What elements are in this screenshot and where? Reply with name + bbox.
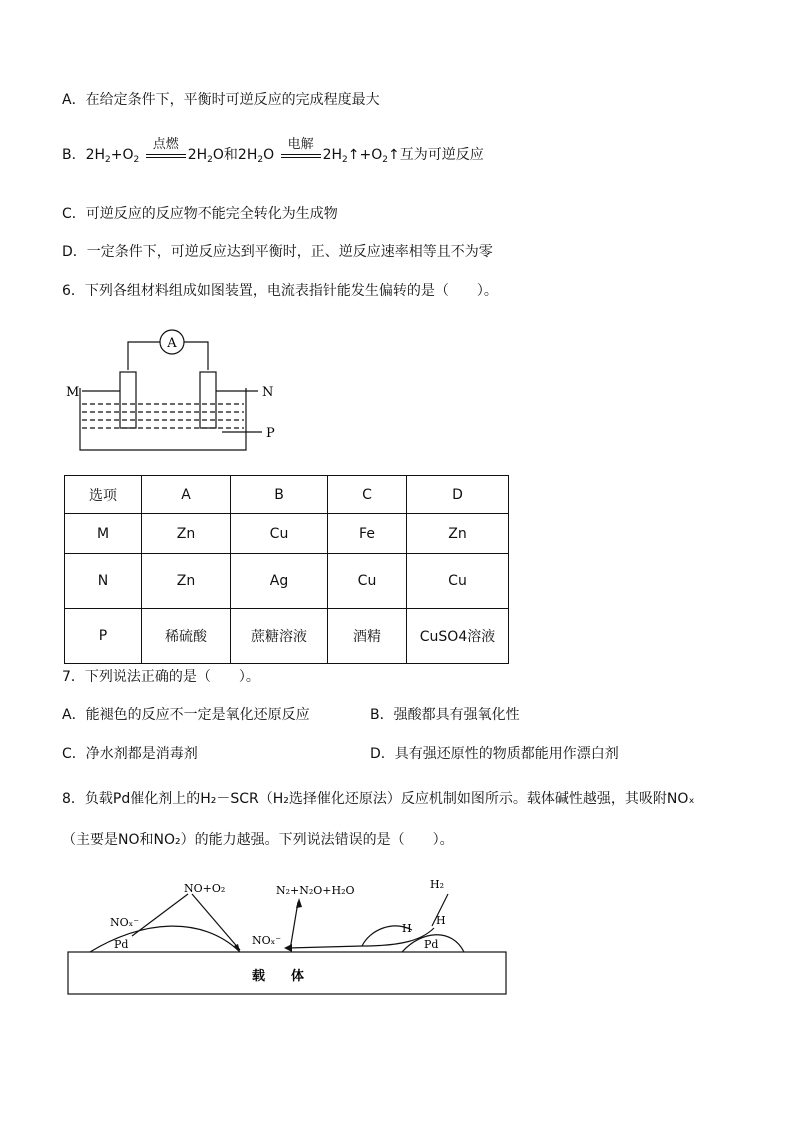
table-cell: D (407, 476, 509, 514)
q7-option-d: D．具有强还原性的物质都能用作漂白剂 (370, 746, 619, 762)
q5-option-d: D．一定条件下，可逆反应达到平衡时，正、逆反应速率相等且不为零 (62, 244, 493, 260)
table-row (65, 609, 509, 664)
table-row (65, 554, 509, 609)
q6-options-table (64, 475, 509, 664)
pd-left-label: Pd (114, 938, 129, 951)
no-o2-label: NO+O₂ (184, 882, 226, 895)
equilibrium-sign-burn (144, 137, 188, 165)
q5-option-c: C．可逆反应的反应物不能完全转化为生成物 (62, 206, 338, 222)
electrode-m-label: M (66, 385, 80, 400)
table-cell: Zn (407, 514, 509, 554)
table-cell: CuSO4溶液 (407, 609, 509, 664)
table-cell: M (65, 514, 142, 554)
electrolyte-p-label: P (266, 426, 275, 441)
q5-b-mid: 2H (187, 147, 208, 163)
nox-adsorbed-label: NOₓ⁻ (110, 916, 140, 929)
q8-stem-line1: 8．负载Pd催化剂上的H₂－SCR（H₂选择催化还原法）反应机制如图所示。载体碱性越强，其吸附NOₓ (62, 791, 695, 807)
q7-option-c: C．净水剂都是消毒剂 (62, 746, 198, 762)
table-header-row (65, 476, 509, 514)
galvanic-cell-diagram (62, 318, 292, 458)
table-cell: B (231, 476, 328, 514)
scr-mechanism-diagram (62, 870, 512, 1000)
q5-b-suffix: 互为可逆反应 (399, 147, 484, 163)
table-cell: Zn (142, 514, 231, 554)
table-cell: N (65, 554, 142, 609)
condition-burn: 点燃 (152, 137, 179, 152)
table-cell: Cu (328, 554, 407, 609)
h-label-upper: H (436, 914, 446, 927)
table-cell: C (328, 476, 407, 514)
table-row (65, 514, 509, 554)
table-cell: Ag (231, 554, 328, 609)
q6-stem: 6．下列各组材料组成如图装置，电流表指针能发生偏转的是（ ）。 (62, 283, 498, 299)
q7-stem: 7．下列说法正确的是（ ）。 (62, 669, 260, 685)
table-cell: 选项 (65, 476, 142, 514)
products-label: N₂+N₂O+H₂O (276, 884, 355, 897)
ammeter-label: A (167, 336, 177, 351)
equilibrium-sign-electrolysis (279, 137, 323, 165)
q7-option-a: A．能褪色的反应不一定是氧化还原反应 (62, 707, 310, 723)
h-label-lower: H (402, 922, 412, 935)
q5-b-prefix: B．2H (62, 147, 106, 163)
q8-stem-line2: （主要是NO和NO₂）的能力越强。下列说法错误的是（ ）。 (62, 832, 454, 848)
nox-surface-label: NOₓ⁻ (252, 934, 282, 947)
condition-electrolysis: 电解 (287, 137, 314, 152)
q5-b-and: O和2H (212, 147, 258, 163)
table-cell: 稀硫酸 (142, 609, 231, 664)
table-cell: Cu (231, 514, 328, 554)
table-cell: P (65, 609, 142, 664)
table-cell: 酒精 (328, 609, 407, 664)
support-label: 载 体 (252, 969, 305, 984)
table-cell: A (142, 476, 231, 514)
pd-right-label: Pd (424, 938, 439, 951)
table-cell: Zn (142, 554, 231, 609)
electrode-n-label: N (262, 385, 274, 400)
q7-option-b: B．强酸都具有强氧化性 (370, 707, 520, 723)
table-cell: 蔗糖溶液 (231, 609, 328, 664)
table-cell: Fe (328, 514, 407, 554)
table-cell: Cu (407, 554, 509, 609)
h2-label: H₂ (430, 878, 445, 891)
q5-option-a: A．在给定条件下，平衡时可逆反应的完成程度最大 (62, 92, 380, 108)
q5-option-b: B．$2H_2+O_2$ 点燃 $2H_2O$和$2H_2O$ 电解 $2H_2↑+O_2↑$互为可逆反应 (62, 137, 484, 165)
